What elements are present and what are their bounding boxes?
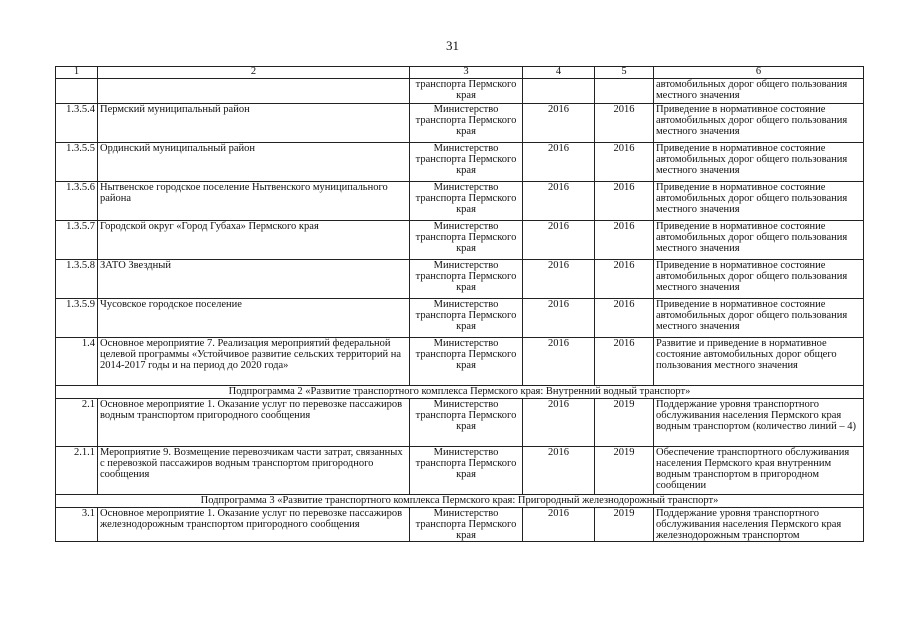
cell-name: Нытвенское городское поселение Нытвенского муниципального района (98, 182, 410, 221)
table-row (56, 399, 864, 447)
column-header: 1 (56, 67, 98, 79)
cell-num: 1.3.5.5 (56, 143, 98, 182)
cell-num: 1.3.5.9 (56, 299, 98, 338)
cell-end: 2016 (595, 260, 654, 299)
cell-start: 2016 (523, 104, 595, 143)
cell-result: Поддержание уровня транспортного обслуживания населения Пермского края железнодорожным транспортом (654, 508, 864, 542)
cell-start: 2016 (523, 338, 595, 386)
subprogram-row (56, 495, 864, 508)
cell-name: Основное мероприятие 1. Оказание услуг по перевозке пассажиров водным транспортом пригородного сообщения (98, 399, 410, 447)
table-row (56, 299, 864, 338)
subprogram-title: Подпрограмма 2 «Развитие транспортного комплекса Пермского края: Внутренний водный транспорт» (56, 386, 864, 399)
cell-start: 2016 (523, 299, 595, 338)
cell-end (595, 79, 654, 104)
cell-start: 2016 (523, 260, 595, 299)
cell-num: 3.1 (56, 508, 98, 542)
cell-executor: Министерство транспорта Пермского края (410, 338, 523, 386)
cell-result: Поддержание уровня транспортного обслуживания населения Пермского края водным транспортом (количество линий – 4) (654, 399, 864, 447)
cell-result: Приведение в нормативное состояние автомобильных дорог общего пользования местного значения (654, 260, 864, 299)
table-row (56, 508, 864, 542)
cell-num: 2.1.1 (56, 447, 98, 495)
cell-num: 1.3.5.4 (56, 104, 98, 143)
cell-result: Приведение в нормативное состояние автомобильных дорог общего пользования местного значения (654, 104, 864, 143)
cell-result: Приведение в нормативное состояние автомобильных дорог общего пользования местного значения (654, 299, 864, 338)
cell-num: 1.3.5.7 (56, 221, 98, 260)
cell-end: 2016 (595, 104, 654, 143)
cell-num: 1.3.5.6 (56, 182, 98, 221)
cell-start: 2016 (523, 447, 595, 495)
cell-executor: Министерство транспорта Пермского края (410, 508, 523, 542)
cell-start: 2016 (523, 508, 595, 542)
cell-executor: Министерство транспорта Пермского края (410, 447, 523, 495)
cell-name: Городской округ «Город Губаха» Пермского края (98, 221, 410, 260)
cell-executor: Министерство транспорта Пермского края (410, 260, 523, 299)
cell-end: 2019 (595, 447, 654, 495)
cell-executor: Министерство транспорта Пермского края (410, 299, 523, 338)
column-header: 5 (595, 67, 654, 79)
table-row (56, 338, 864, 386)
cell-name: Пермский муниципальный район (98, 104, 410, 143)
cell-end: 2016 (595, 182, 654, 221)
cell-start: 2016 (523, 182, 595, 221)
cell-name (98, 79, 410, 104)
column-header: 6 (654, 67, 864, 79)
table-row-continuation (56, 79, 864, 104)
cell-num: 2.1 (56, 399, 98, 447)
cell-end: 2016 (595, 338, 654, 386)
cell-name: ЗАТО Звездный (98, 260, 410, 299)
cell-num: 1.4 (56, 338, 98, 386)
cell-result: автомобильных дорог общего пользования местного значения (654, 79, 864, 104)
cell-executor: транспорта Пермского края (410, 79, 523, 104)
subprogram-row (56, 386, 864, 399)
subprogram-title: Подпрограмма 3 «Развитие транспортного комплекса Пермского края: Пригородный железнодорожный транспорт» (56, 495, 864, 508)
table-row (56, 260, 864, 299)
table-row (56, 182, 864, 221)
cell-executor: Министерство транспорта Пермского края (410, 104, 523, 143)
cell-end: 2016 (595, 221, 654, 260)
cell-name: Мероприятие 9. Возмещение перевозчикам части затрат, связанных с перевозкой пассажиров водным транспортом пригородного сообщения (98, 447, 410, 495)
table-row (56, 221, 864, 260)
column-header: 3 (410, 67, 523, 79)
column-number-row (56, 67, 864, 79)
cell-name: Основное мероприятие 1. Оказание услуг по перевозке пассажиров железнодорожным транспортом пригородного сообщения (98, 508, 410, 542)
cell-executor: Министерство транспорта Пермского края (410, 182, 523, 221)
column-header: 4 (523, 67, 595, 79)
cell-num: 1.3.5.8 (56, 260, 98, 299)
table-row (56, 447, 864, 495)
cell-name: Чусовское городское поселение (98, 299, 410, 338)
cell-name: Ординский муниципальный район (98, 143, 410, 182)
cell-start (523, 79, 595, 104)
cell-executor: Министерство транспорта Пермского края (410, 221, 523, 260)
cell-executor: Министерство транспорта Пермского края (410, 143, 523, 182)
cell-num (56, 79, 98, 104)
cell-result: Приведение в нормативное состояние автомобильных дорог общего пользования местного значения (654, 182, 864, 221)
cell-result: Приведение в нормативное состояние автомобильных дорог общего пользования местного значения (654, 221, 864, 260)
column-header: 2 (98, 67, 410, 79)
table-row (56, 104, 864, 143)
cell-end: 2016 (595, 143, 654, 182)
measures-table (55, 66, 864, 542)
cell-executor: Министерство транспорта Пермского края (410, 399, 523, 447)
cell-result: Обеспечение транспортного обслуживания населения Пермского края внутренним водным транспортом в пригородном сообщении (654, 447, 864, 495)
page-number: 31 (446, 38, 459, 53)
cell-result: Развитие и приведение в нормативное состояние автомобильных дорог общего пользования местного значения (654, 338, 864, 386)
cell-end: 2016 (595, 299, 654, 338)
cell-end: 2019 (595, 399, 654, 447)
table-row (56, 143, 864, 182)
cell-end: 2019 (595, 508, 654, 542)
cell-start: 2016 (523, 399, 595, 447)
cell-start: 2016 (523, 221, 595, 260)
cell-result: Приведение в нормативное состояние автомобильных дорог общего пользования местного значения (654, 143, 864, 182)
cell-start: 2016 (523, 143, 595, 182)
cell-name: Основное мероприятие 7. Реализация мероприятий федеральной целевой программы «Устойчивое развитие сельских территорий на 2014-2017 годы и на период до 2020 года» (98, 338, 410, 386)
